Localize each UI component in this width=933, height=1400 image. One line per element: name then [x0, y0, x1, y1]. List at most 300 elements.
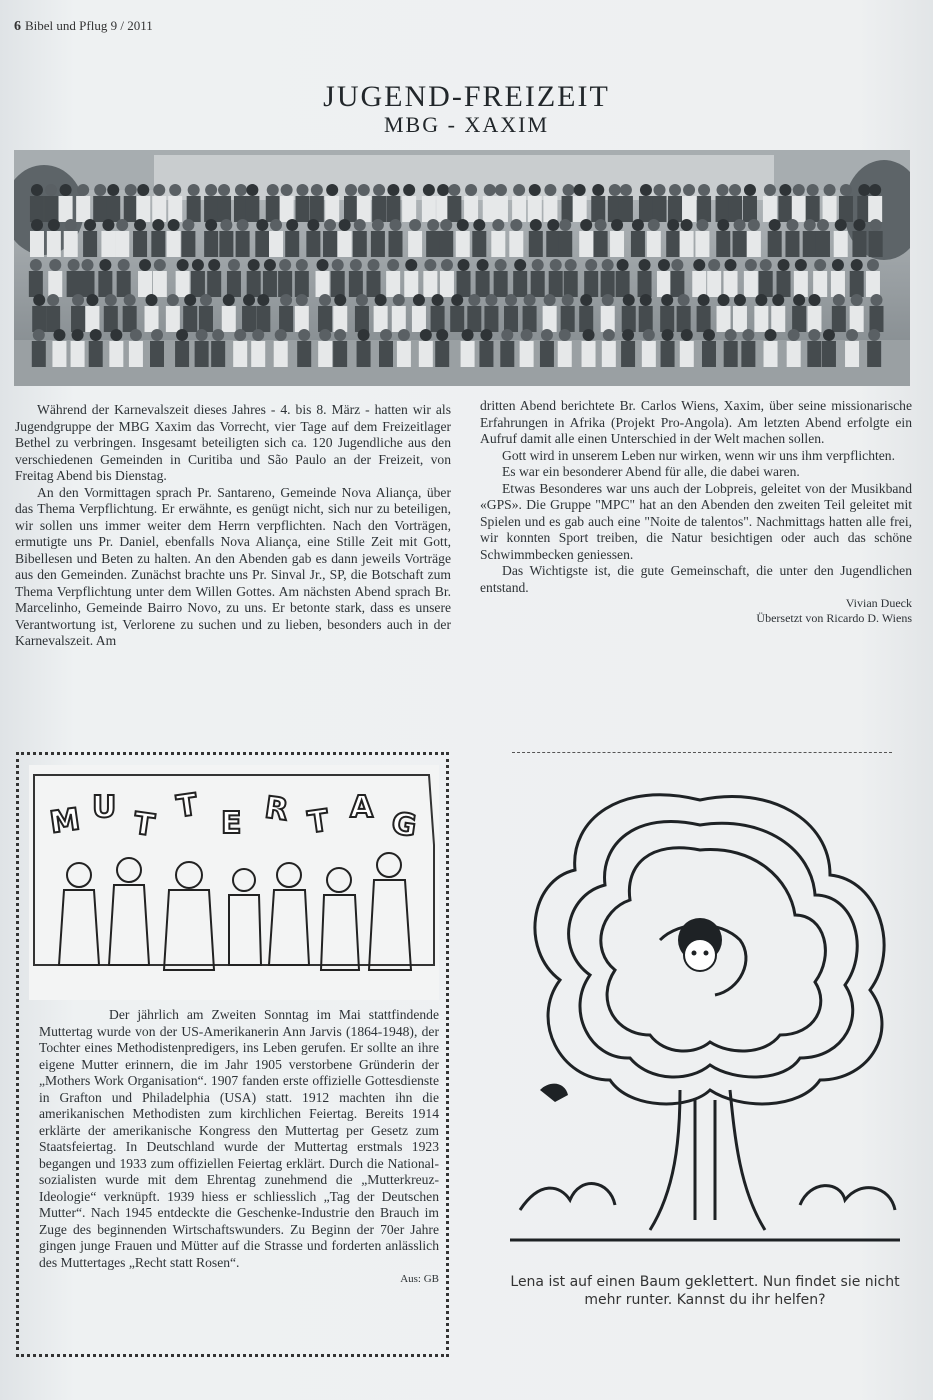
person-head	[544, 184, 556, 196]
person-body	[464, 196, 478, 222]
person-head	[521, 329, 533, 341]
person-body	[166, 306, 180, 332]
person-head	[708, 259, 720, 271]
person-body	[457, 271, 471, 297]
person-body	[743, 196, 757, 222]
person-body	[167, 231, 181, 257]
person-head	[640, 184, 652, 196]
person-head	[514, 259, 526, 271]
person-body	[832, 306, 846, 332]
person-body	[491, 231, 505, 257]
person-body	[318, 306, 332, 332]
person-head	[473, 219, 485, 231]
person-body	[866, 271, 880, 297]
person-body	[792, 196, 806, 222]
person-head	[678, 294, 690, 306]
person-body	[494, 271, 508, 297]
person-body	[564, 271, 578, 297]
person-head	[350, 259, 362, 271]
person-head	[671, 259, 683, 271]
person-body	[764, 341, 778, 367]
person-head	[530, 219, 542, 231]
person-body	[638, 271, 652, 297]
person-body	[306, 231, 320, 257]
person-head	[510, 219, 522, 231]
person-body	[325, 196, 339, 222]
person-body	[744, 271, 758, 297]
group-photo-illustration	[14, 150, 910, 386]
person-head	[31, 219, 43, 231]
group-photo	[14, 150, 910, 386]
person-body	[419, 341, 433, 367]
person-body	[422, 196, 436, 222]
article-subtitle: MBG - XAXIM	[384, 112, 549, 137]
person-head	[205, 219, 217, 231]
person-body	[484, 306, 498, 332]
person-body	[181, 231, 195, 257]
person-head	[99, 259, 111, 271]
person-body	[540, 341, 554, 367]
person-head	[563, 184, 575, 196]
person-body	[561, 306, 575, 332]
person-head	[373, 184, 385, 196]
person-body	[183, 306, 197, 332]
person-body	[657, 271, 671, 297]
person-body	[579, 306, 593, 332]
person-head	[574, 184, 586, 196]
person-head	[718, 294, 730, 306]
person-head	[252, 329, 264, 341]
person-head	[436, 329, 448, 341]
person-body	[582, 341, 596, 367]
person-head	[130, 329, 142, 341]
person-body	[697, 196, 711, 222]
person-head	[387, 184, 399, 196]
person-head	[102, 219, 114, 231]
person-head	[465, 184, 477, 196]
person-head	[729, 184, 741, 196]
person-head	[72, 329, 84, 341]
article-paragraph: Während der Karnevalszeit dieses Jahres - 4. bis 8. März - hatten wir als Jugendgruppe der MBG Xaxim das Vorrecht, vier Tage auf dem Freizeitlager Bethel zu verbringen. Insgesamt beteiligten sich ca. 120 Jugendliche aus den verschiedenen Gemeinden in Curitiba und São Paulo an der Freizeit, von Freitag Abend bis Dienstag.	[15, 402, 451, 483]
person-head	[223, 294, 235, 306]
person-body	[616, 271, 630, 297]
person-head	[669, 184, 681, 196]
person-body	[845, 341, 859, 367]
person-body	[217, 196, 231, 222]
person-body	[153, 271, 167, 297]
person-head	[529, 184, 541, 196]
person-head	[808, 294, 820, 306]
person-body	[98, 271, 112, 297]
person-head	[448, 184, 460, 196]
person-head	[317, 259, 329, 271]
person-head	[559, 329, 571, 341]
person-head	[851, 294, 863, 306]
person-body	[528, 196, 542, 222]
person-head	[583, 329, 595, 341]
person-head	[125, 184, 137, 196]
person-head	[765, 329, 777, 341]
person-body	[374, 306, 388, 332]
person-body	[733, 306, 747, 332]
person-head	[846, 329, 858, 341]
cartoon-letter: M	[47, 801, 83, 841]
article-paragraph: dritten Abend berichtete Br. Carlos Wiens, Xaxim, über seine missionarische Erfahrungen in Afrika (Projekt Pro-Angola). Am letzten Abend erfolgte ein Aufruf damit alle einen Unterschied in der Welt machen sollen.	[480, 398, 912, 446]
person-body	[30, 196, 44, 222]
person-head	[532, 259, 544, 271]
person-head	[182, 219, 194, 231]
person-body	[76, 196, 90, 222]
person-head	[824, 184, 836, 196]
person-body	[367, 271, 381, 297]
person-head	[592, 184, 604, 196]
muttertag-text-block	[39, 1007, 439, 1288]
person-head	[547, 219, 559, 231]
article-translator: Übersetzt von Ricardo D. Wiens	[756, 611, 912, 625]
person-body	[32, 341, 46, 367]
person-head	[851, 259, 863, 271]
person-head	[84, 219, 96, 231]
person-body	[175, 341, 189, 367]
person-head	[696, 219, 708, 231]
person-body	[531, 271, 545, 297]
person-head	[118, 259, 130, 271]
person-body	[869, 306, 883, 332]
person-body	[71, 341, 85, 367]
person-head	[139, 259, 151, 271]
person-head	[105, 294, 117, 306]
person-head	[580, 294, 592, 306]
person-head	[319, 329, 331, 341]
person-body	[245, 196, 259, 222]
person-head	[562, 294, 574, 306]
article-paragraph: Das Wichtigste ist, die gute Gemeinschaft, die unter den Jugendlichen entstand.	[480, 563, 912, 595]
person-body	[269, 231, 283, 257]
person-head	[31, 184, 43, 196]
person-head	[169, 184, 181, 196]
person-body	[211, 341, 225, 367]
person-head	[620, 184, 632, 196]
person-head	[246, 184, 258, 196]
person-body	[584, 271, 598, 297]
person-body	[109, 341, 123, 367]
person-head	[256, 219, 268, 231]
person-body	[85, 306, 99, 332]
person-body	[695, 231, 709, 257]
person-head	[116, 219, 128, 231]
person-head	[420, 329, 432, 341]
person-head	[218, 184, 230, 196]
person-body	[222, 306, 236, 332]
person-head	[658, 259, 670, 271]
person-head	[220, 219, 232, 231]
person-head	[296, 184, 308, 196]
person-head	[654, 184, 666, 196]
person-body	[677, 306, 691, 332]
person-head	[595, 219, 607, 231]
person-head	[152, 219, 164, 231]
person-head	[33, 294, 45, 306]
cartoon-letter: T	[174, 787, 200, 825]
person-head	[611, 219, 623, 231]
section-divider	[512, 752, 892, 753]
person-body	[823, 196, 837, 222]
person-body	[133, 231, 147, 257]
person-head	[154, 259, 166, 271]
person-head	[779, 184, 791, 196]
person-body	[834, 231, 848, 257]
person-body	[479, 341, 493, 367]
person-head	[667, 219, 679, 231]
person-head	[267, 184, 279, 196]
person-head	[661, 294, 673, 306]
person-head	[745, 259, 757, 271]
person-body	[777, 271, 791, 297]
person-head	[296, 259, 308, 271]
person-head	[153, 184, 165, 196]
person-body	[447, 196, 461, 222]
person-body	[151, 231, 165, 257]
person-body	[236, 231, 250, 257]
person-body	[682, 196, 696, 222]
person-body	[83, 231, 97, 257]
person-head	[788, 329, 800, 341]
person-body	[333, 341, 347, 367]
person-head	[513, 184, 525, 196]
person-body	[123, 306, 137, 332]
person-body	[136, 196, 150, 222]
person-body	[778, 196, 792, 222]
person-body	[558, 341, 572, 367]
person-body	[852, 231, 866, 257]
person-head	[639, 259, 651, 271]
person-head	[485, 294, 497, 306]
person-body	[274, 341, 288, 367]
person-body	[523, 306, 537, 332]
person-body	[431, 306, 445, 332]
person-body	[152, 196, 166, 222]
person-body	[402, 196, 416, 222]
person-head	[565, 259, 577, 271]
person-body	[207, 271, 221, 297]
person-body	[868, 196, 882, 222]
person-body	[642, 341, 656, 367]
person-body	[631, 231, 645, 257]
person-head	[602, 294, 614, 306]
person-head	[375, 294, 387, 306]
person-head	[808, 329, 820, 341]
person-body	[754, 306, 768, 332]
person-head	[550, 259, 562, 271]
person-body	[101, 231, 115, 257]
person-body	[702, 341, 716, 367]
person-body	[191, 271, 205, 297]
person-head	[257, 294, 269, 306]
person-head	[609, 184, 621, 196]
person-head	[409, 219, 421, 231]
muttertag-box	[16, 752, 449, 1357]
person-body	[386, 196, 400, 222]
person-body	[106, 196, 120, 222]
person-body	[331, 271, 345, 297]
person-head	[324, 219, 336, 231]
person-head	[296, 294, 308, 306]
person-head	[30, 259, 42, 271]
person-head	[237, 219, 249, 231]
person-body	[680, 341, 694, 367]
person-head	[286, 219, 298, 231]
person-head	[212, 329, 224, 341]
person-body	[807, 341, 821, 367]
person-body	[323, 231, 337, 257]
person-body	[707, 271, 721, 297]
person-body	[168, 196, 182, 222]
person-body	[763, 196, 777, 222]
person-head	[326, 184, 338, 196]
person-head	[380, 329, 392, 341]
person-body	[397, 341, 411, 367]
person-head	[124, 294, 136, 306]
person-head	[681, 219, 693, 231]
person-head	[77, 184, 89, 196]
person-head	[835, 219, 847, 231]
person-body	[771, 306, 785, 332]
person-head	[602, 259, 614, 271]
person-body	[440, 271, 454, 297]
person-head	[484, 184, 496, 196]
person-body	[242, 306, 256, 332]
person-head	[234, 329, 246, 341]
person-body	[64, 231, 78, 257]
person-head	[585, 259, 597, 271]
person-body	[30, 231, 44, 257]
person-body	[733, 231, 747, 257]
person-head	[717, 219, 729, 231]
person-head	[423, 184, 435, 196]
person-body	[456, 231, 470, 257]
person-body	[558, 231, 572, 257]
person-head	[725, 329, 737, 341]
tree-maze-puzzle	[500, 760, 910, 1270]
person-head	[772, 294, 784, 306]
person-body	[439, 231, 453, 257]
person-head	[648, 219, 660, 231]
person-body	[579, 231, 593, 257]
person-head	[744, 184, 756, 196]
person-body	[115, 231, 129, 257]
person-head	[640, 294, 652, 306]
person-head	[393, 294, 405, 306]
person-body	[461, 341, 475, 367]
person-head	[734, 294, 746, 306]
person-head	[869, 184, 881, 196]
person-head	[334, 329, 346, 341]
person-head	[188, 184, 200, 196]
person-body	[404, 271, 418, 297]
person-head	[332, 259, 344, 271]
person-body	[338, 231, 352, 257]
person-body	[129, 341, 143, 367]
person-body	[692, 271, 706, 297]
person-head	[110, 329, 122, 341]
person-head	[458, 259, 470, 271]
person-body	[46, 306, 60, 332]
person-body	[310, 196, 324, 222]
person-body	[355, 306, 369, 332]
person-head	[603, 329, 615, 341]
person-head	[643, 329, 655, 341]
person-head	[769, 219, 781, 231]
person-head	[477, 259, 489, 271]
person-body	[716, 231, 730, 257]
person-body	[520, 341, 534, 367]
person-head	[72, 294, 84, 306]
person-body	[768, 231, 782, 257]
person-body	[48, 271, 62, 297]
person-head	[48, 219, 60, 231]
person-body	[653, 196, 667, 222]
person-body	[472, 231, 486, 257]
person-body	[822, 341, 836, 367]
person-head	[134, 219, 146, 231]
person-head	[870, 219, 882, 231]
person-head	[82, 259, 94, 271]
person-body	[279, 306, 293, 332]
person-head	[279, 259, 291, 271]
page-number: 6	[14, 19, 21, 34]
person-body	[850, 271, 864, 297]
person-body	[386, 271, 400, 297]
person-body	[680, 231, 694, 257]
person-body	[619, 196, 633, 222]
person-body	[29, 271, 43, 297]
person-body	[467, 306, 481, 332]
person-body	[806, 196, 820, 222]
person-body	[104, 306, 118, 332]
person-head	[107, 184, 119, 196]
person-body	[591, 196, 605, 222]
person-body	[513, 271, 527, 297]
person-head	[501, 329, 513, 341]
person-body	[512, 196, 526, 222]
person-body	[423, 271, 437, 297]
person-head	[390, 219, 402, 231]
person-body	[529, 231, 543, 257]
person-head	[264, 259, 276, 271]
person-head	[807, 184, 819, 196]
person-head	[307, 219, 319, 231]
cartoon-letter: E	[221, 806, 242, 841]
person-head	[793, 184, 805, 196]
person-head	[65, 219, 77, 231]
person-head	[146, 294, 158, 306]
person-body	[71, 306, 85, 332]
person-head	[662, 329, 674, 341]
person-body	[476, 271, 490, 297]
person-head	[462, 329, 474, 341]
person-head	[795, 259, 807, 271]
person-head	[358, 329, 370, 341]
person-body	[408, 231, 422, 257]
person-body	[187, 196, 201, 222]
person-head	[495, 184, 507, 196]
person-head	[451, 294, 463, 306]
article-paragraph: Es war ein besonderer Abend für alle, die dabei waren.	[502, 464, 800, 479]
person-body	[602, 341, 616, 367]
person-body	[741, 341, 755, 367]
person-body	[32, 306, 46, 332]
person-head	[817, 219, 829, 231]
